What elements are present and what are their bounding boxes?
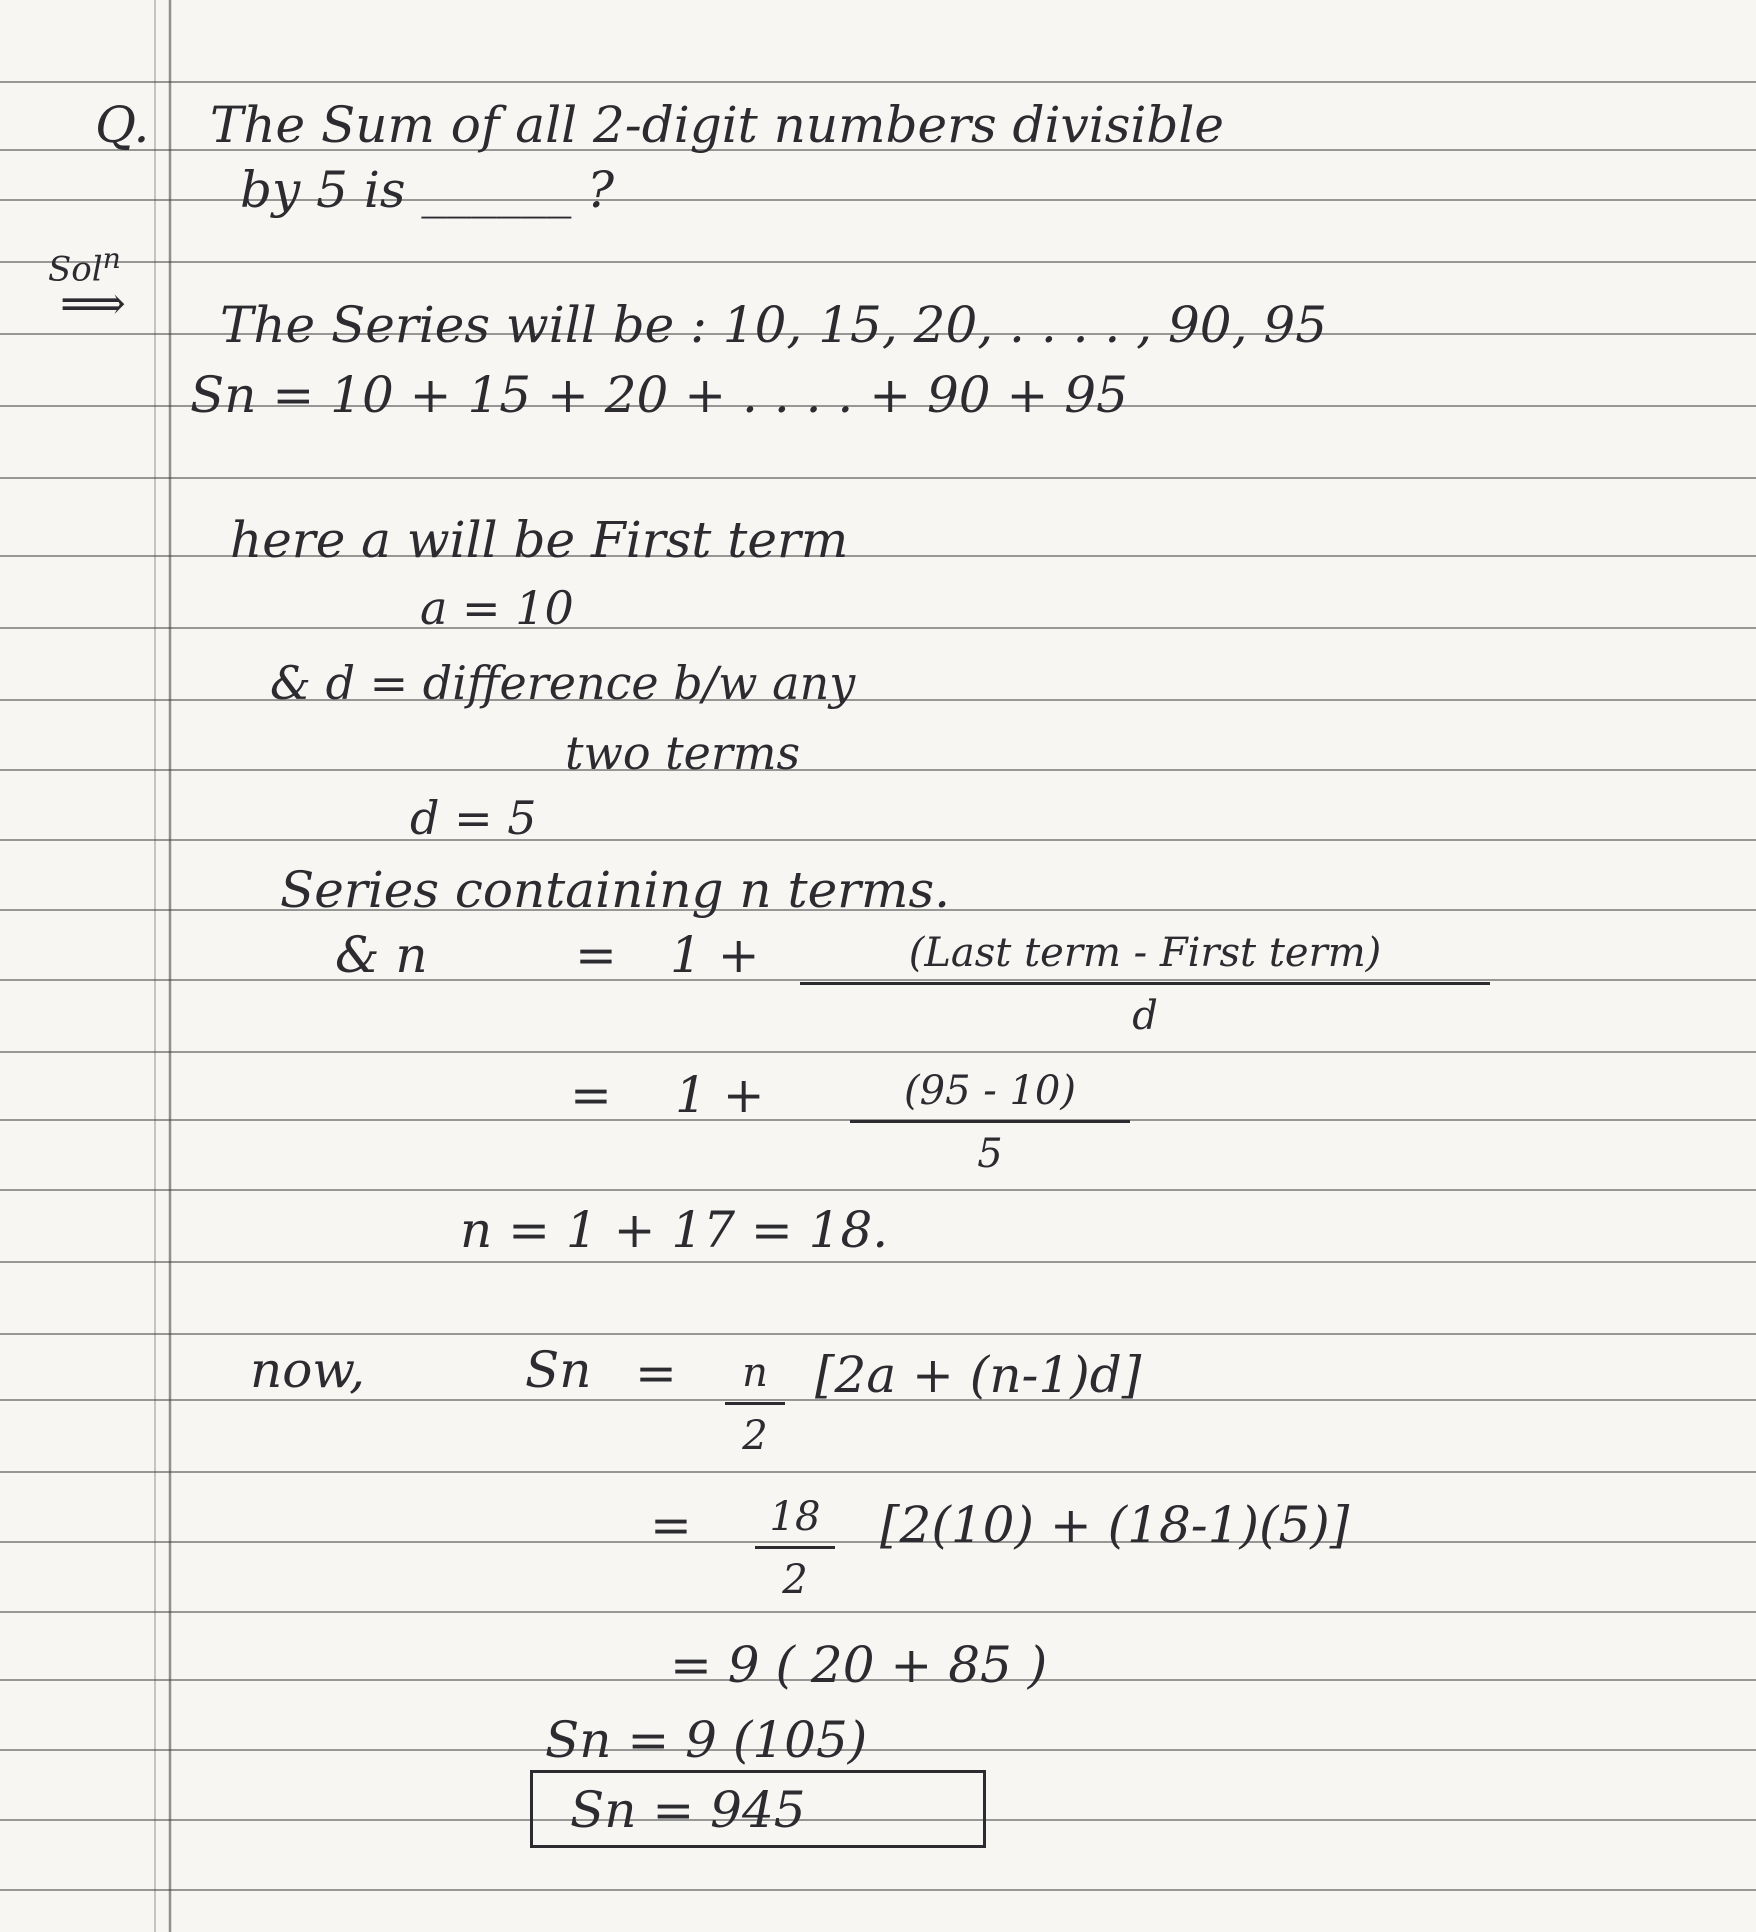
- sn-fraction-2: [755, 1494, 835, 1603]
- now-label: now,: [250, 1341, 366, 1399]
- sn-step-3: = 9 ( 20 + 85 ): [670, 1636, 1048, 1694]
- d-definition-1: & d = difference b/w any: [270, 656, 856, 710]
- n-lhs: & n: [335, 926, 428, 984]
- n-fraction-2: [850, 1068, 1130, 1177]
- n-fraction-2-denominator: 5: [977, 1131, 1003, 1177]
- n-fraction-1-numerator: (Last term - First term): [800, 930, 1490, 985]
- sn-fraction-1-denominator: 2: [742, 1413, 768, 1459]
- n-fraction-2-numerator: (95 - 10): [850, 1068, 1130, 1123]
- n-equals-1: =: [575, 926, 617, 984]
- sn-fraction-1: [725, 1350, 785, 1459]
- solution-label: Sol$^n$: [48, 242, 121, 290]
- sn-step-4: Sn = 9 (105): [545, 1711, 868, 1769]
- question-line-2: by 5 is ______ ?: [240, 161, 615, 219]
- n-fraction-1: [800, 930, 1490, 1039]
- series-n-terms: Series containing n terms.: [280, 861, 951, 919]
- question-line-1: The Sum of all 2-digit numbers divisible: [210, 96, 1225, 154]
- sn-equals-2: =: [650, 1496, 692, 1554]
- solution-arrow: ⟹: [60, 276, 126, 330]
- sn-formula-bracket: [2a + (n-1)d]: [815, 1346, 1142, 1404]
- sum-expansion: Sn = 10 + 15 + 20 + . . . . + 90 + 95: [190, 366, 1128, 424]
- sn-substituted-bracket: [2(10) + (18-1)(5)]: [880, 1496, 1350, 1554]
- a-definition: here a will be First term: [230, 511, 849, 569]
- n-equals-2: =: [570, 1066, 612, 1124]
- final-answer: Sn = 945: [570, 1781, 806, 1839]
- n-one-plus-1: 1 +: [670, 926, 760, 984]
- sn-fraction-2-denominator: 2: [782, 1557, 808, 1603]
- n-one-plus-2: 1 +: [675, 1066, 765, 1124]
- d-value: d = 5: [410, 791, 537, 845]
- n-fraction-1-denominator: d: [1132, 993, 1158, 1039]
- question-marker: Q.: [95, 96, 150, 154]
- sn-fraction-2-numerator: 18: [755, 1494, 835, 1549]
- sn-fraction-1-numerator: n: [725, 1350, 785, 1405]
- a-value: a = 10: [420, 581, 574, 635]
- sn-symbol: Sn: [525, 1341, 592, 1399]
- series-line: The Series will be : 10, 15, 20, . . . . , 90, 95: [220, 296, 1328, 354]
- d-definition-2: two terms: [565, 726, 801, 780]
- n-result: n = 1 + 17 = 18.: [460, 1201, 889, 1259]
- sn-equals-1: =: [635, 1344, 677, 1402]
